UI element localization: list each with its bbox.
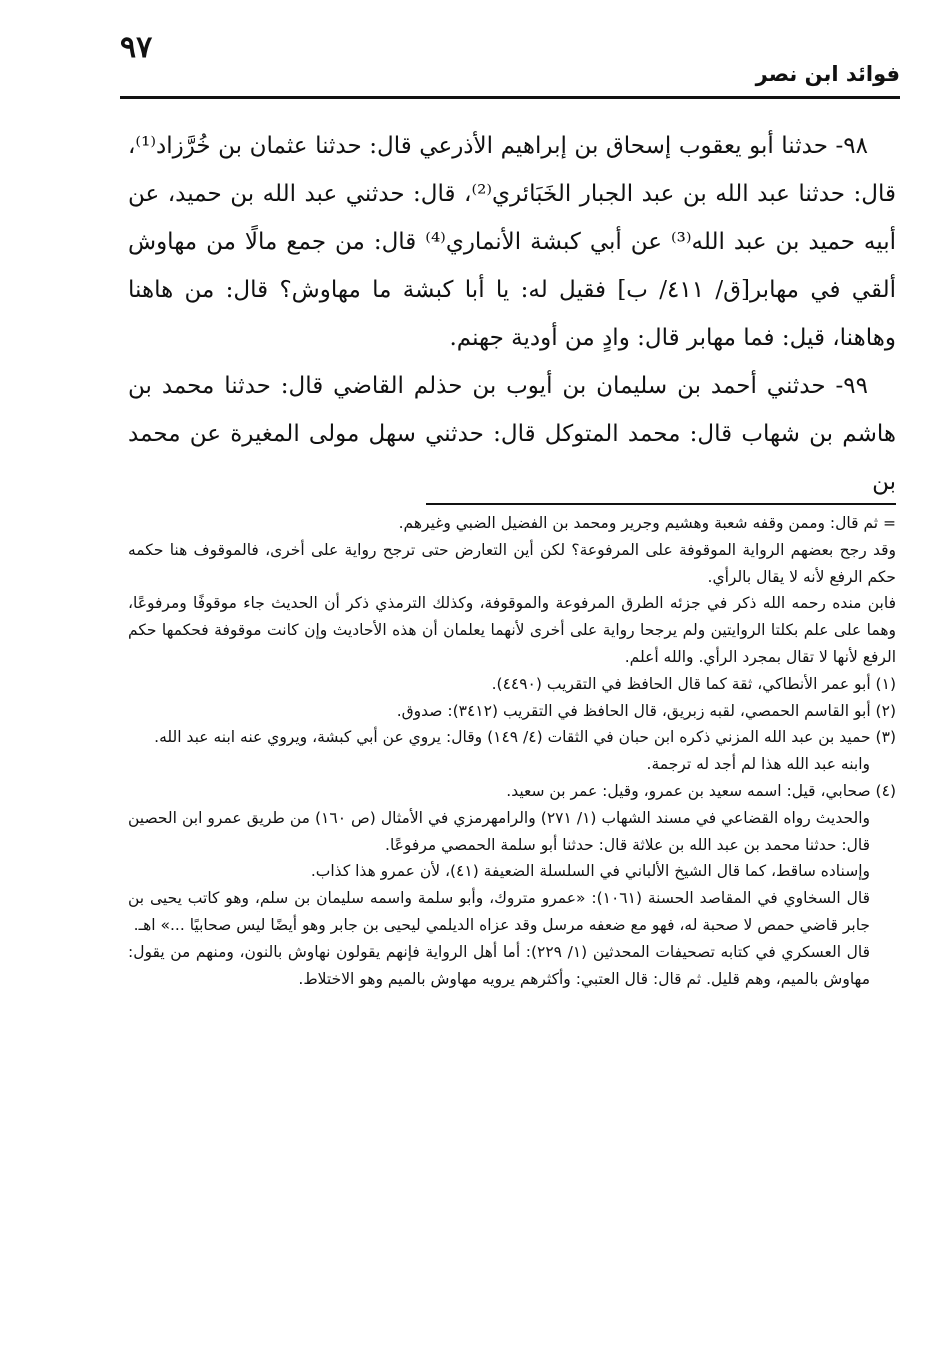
running-title: فوائد ابن نصر	[755, 62, 900, 86]
footnote-separator	[426, 503, 896, 505]
footnote-4-continuation: قال العسكري في كتابه تصحيفات المحدثين (١/ ٢٢٩): أما أهل الرواية فإنهم يقولون نهاوش بالنون، ومنهم من يقول: مهاوش بالميم، وهم قليل. ثم قال: قال العتبي: وأكثرهم يرويه مهاوش بالميم وهو الاختلاط.	[128, 942, 871, 988]
footnote-3-continuation: وابنه عبد الله هذا لم أجد له ترجمة.	[646, 755, 870, 774]
footnotes	[128, 510, 896, 992]
footnote-3: (٣) حميد بن عبد الله المزني ذكره ابن حبان في الثقات (٤/ ١٤٩) وقال: يروي عن أبي كبشة، ويروي عنه ابنه عبد الله.	[154, 728, 896, 747]
footnote-2: (٢) أبو القاسم الحمصي، لقبه زبريق، قال الحافظ في التقريب (٣٤١٢): صدوق.	[396, 701, 896, 720]
footnote-4-continuation: قال السخاوي في المقاصد الحسنة (١٠٦١): «عمرو متروك، وأبو سلمة واسمه سليمان بن سلم، وهو كاتب يحيى بن جابر قاضي حمص لا صحبة له، فهو مع ضعفه مرسل وقد عزاه الديلمي ليحيى بن جابر وهو أيضًا ليس صحابيًا ...» اهـ.	[128, 889, 870, 934]
footnote-continuation-line: وقد رجح بعضهم الرواية الموقوفة على المرفوعة؟ لكن أين التعارض حتى ترجح رواية على أخرى، فالموقوف هنا حكمه حكم الرفع لأنه لا يقال بالرأي.	[128, 540, 896, 586]
footnote-4-continuation: وإسناده ساقط، كما قال الشيخ الألباني في السلسلة الضعيفة (٤١)، لأن عمرو هذا كذاب.	[310, 862, 870, 881]
main-text	[128, 122, 896, 506]
footnote-4-continuation: والحديث رواه القضاعي في مسند الشهاب (١/ ٢٧١) والرامهرمزي في الأمثال (ص ١٦٠) من طريق عمرو ابن الحصين قال: حدثنا محمد بن عبد الله بن علاثة قال: حدثنا أبو سلمة الحمصي مرفوعًا.	[128, 808, 870, 854]
hadith-98: ٩٨- حدثنا أبو يعقوب إسحاق بن إبراهيم الأذرعي قال: حدثنا عثمان بن خُرَّزاد⁽¹⁾، قال: حدثنا عبد الله بن عبد الجبار الخَبَائري⁽²⁾، قال: حدثني عبد الله بن حميد، عن أبيه حميد بن عبد الله⁽³⁾ عن أبي كبشة الأنماري⁽⁴⁾ قال: من جمع مالًا من مهاوش ألقي في مهابر[ق/ ٤١١/ ب] فقيل له: يا أبا كبشة ما مهاوش؟ قال: من هاهنا وهاهنا، قيل: فما مهابر قال: وادٍ من أودية جهنم.	[128, 133, 896, 351]
page-number: ٩٧	[120, 30, 153, 65]
hadith-99: ٩٩- حدثني أحمد بن سليمان بن أيوب بن حذلم القاضي قال: حدثنا محمد بن هاشم بن شهاب قال: محمد المتوكل قال: حدثني سهل مولى المغيرة عن محمد بن	[128, 373, 896, 495]
footnote-continuation-line: = ثم قال: وممن وقفه شعبة وهشيم وجرير ومحمد بن الفضيل الضبي وغيرهم.	[398, 514, 896, 532]
footnote-4: (٤) صحابي، قيل: اسمه سعيد بن عمرو، وقيل: عمر بن سعيد.	[506, 781, 896, 800]
footnote-continuation-line: فابن منده رحمه الله ذكر في جزئه الطرق المرفوعة والموقوفة، وكذلك الترمذي ذكر أن الحديث جاء موقوفًا ومرفوعًا، وهما على علم بكلتا الروايتين ولم يرجحا رواية على أخرى لأنهما يعلمان أن هذه الأحاديث وإن كانت موقوفة فحكمها حكم الرفع لأنها لا تقال بمجرد الرأي. والله أعلم.	[128, 594, 896, 666]
header-rule	[120, 96, 900, 99]
footnote-1: (١) أبو عمر الأنطاكي، ثقة كما قال الحافظ في التقريب (٤٤٩٠).	[491, 674, 896, 693]
page-header	[120, 28, 900, 96]
